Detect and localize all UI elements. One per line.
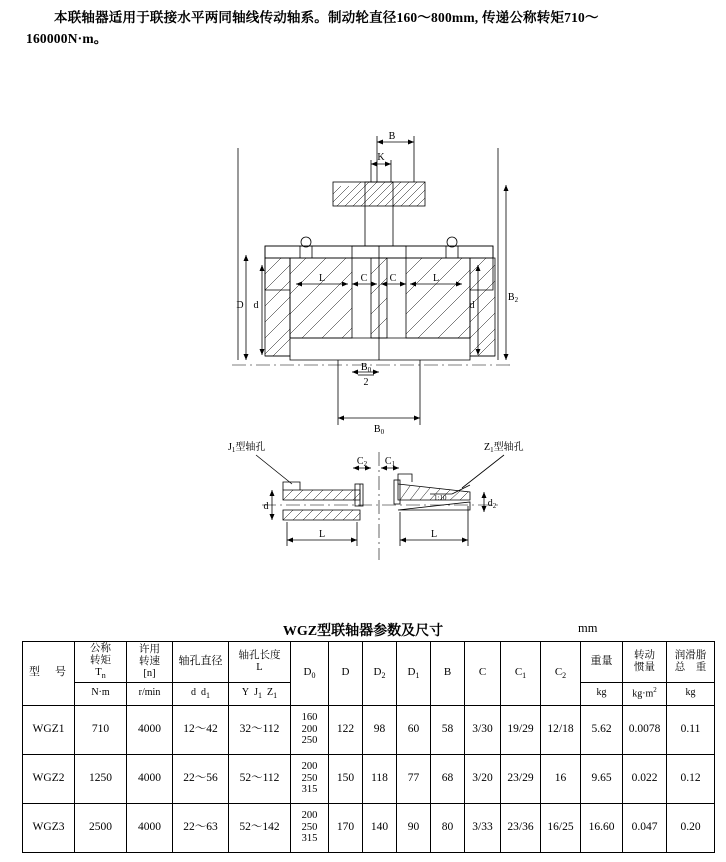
cell-grease: 0.11 (667, 705, 715, 754)
cell-D0: 160 200 250 (291, 705, 329, 754)
label-c1: $C_1$ (384, 456, 396, 468)
table-row (23, 754, 715, 803)
cell-D: 150 (329, 754, 363, 803)
cell-speed: 4000 (127, 803, 173, 852)
header-C: C (465, 642, 501, 706)
label-b0-half-den: 2 (363, 377, 369, 388)
cell-weight: 9.65 (581, 754, 623, 803)
cell-C: 3/33 (465, 803, 501, 852)
cell-grease: 0.12 (667, 754, 715, 803)
cell-torque: 1250 (75, 754, 127, 803)
header-B: B (431, 642, 465, 706)
header-bore-diameter-sub: d $d_1$ (173, 682, 229, 705)
coupling-technical-drawing (0, 60, 726, 610)
cell-B: 68 (431, 754, 465, 803)
label-d0-left: d (253, 300, 259, 311)
cell-C2: 16 (541, 754, 581, 803)
header-C1: $C_1$ (501, 642, 541, 706)
label-k: K (377, 152, 385, 163)
cell-C2: 12/18 (541, 705, 581, 754)
cell-D: 122 (329, 705, 363, 754)
header-grease: 润滑脂 总 重 (667, 642, 715, 683)
label-l-lower-left: L (318, 529, 326, 540)
label-d-left: D (236, 300, 244, 311)
header-torque: 公称 转矩 $T_n$ (75, 642, 127, 683)
label-d-lower-left: d (263, 501, 269, 512)
label-c-left: C (360, 273, 368, 284)
cell-D: 170 (329, 803, 363, 852)
header-inertia: 转动 惯量 (623, 642, 667, 683)
label-l-right: L (432, 273, 440, 284)
parameters-table-wrapper (22, 641, 707, 853)
header-model: 型 号 (23, 642, 75, 706)
cell-C1: 23/29 (501, 754, 541, 803)
cell-D0: 200 250 315 (291, 803, 329, 852)
header-D: D (329, 642, 363, 706)
cell-D1: 60 (397, 705, 431, 754)
cell-D2: 98 (363, 705, 397, 754)
label-l-left: L (318, 273, 326, 284)
cell-D1: 90 (397, 803, 431, 852)
cell-speed: 4000 (127, 705, 173, 754)
header-weight: 重量 (581, 642, 623, 683)
cell-C: 3/20 (465, 754, 501, 803)
label-taper: 1:10 (434, 494, 447, 502)
label-b0-half-num: $B_0$ (360, 362, 372, 374)
intro-line-2: 160000N·m。 (26, 30, 108, 46)
cell-inertia: 0.047 (623, 803, 667, 852)
label-b0-bottom: $B_0$ (373, 424, 385, 436)
cell-speed: 4000 (127, 754, 173, 803)
cell-C1: 19/29 (501, 705, 541, 754)
label-c2: $C_2$ (356, 456, 368, 468)
header-D2: $D_2$ (363, 642, 397, 706)
header-C2: $C_2$ (541, 642, 581, 706)
label-d2-lower-right: $d_2$ (487, 498, 497, 510)
label-c-right: C (389, 273, 397, 284)
cell-torque: 2500 (75, 803, 127, 852)
label-l-lower-right: L (430, 529, 438, 540)
cell-bore-length: 52～142 (229, 803, 291, 852)
cell-inertia: 0.022 (623, 754, 667, 803)
table-caption: WGZ型联轴器参数及尺寸 (282, 624, 444, 639)
label-b-top: B (388, 131, 396, 142)
cell-model: WGZ1 (23, 705, 75, 754)
header-grease-unit: kg (667, 682, 715, 705)
header-bore-length-sub: Y $J_1$ $Z_1$ (229, 682, 291, 705)
cell-bore-diameter: 22～56 (173, 754, 229, 803)
cell-bore-diameter: 22～63 (173, 803, 229, 852)
cell-D2: 118 (363, 754, 397, 803)
intro-line-1: 本联轴器适用于联接水平两同轴线传动轴系。制动轮直径160～800mm, 传递公称转矩710～ (54, 10, 599, 25)
cell-weight: 5.62 (581, 705, 623, 754)
cell-D0: 200 250 315 (291, 754, 329, 803)
cell-model: WGZ2 (23, 754, 75, 803)
header-bore-diameter: 轴孔直径 (173, 642, 229, 683)
header-speed-unit: r/min (127, 682, 173, 705)
cell-bore-length: 32～112 (229, 705, 291, 754)
cell-C1: 23/36 (501, 803, 541, 852)
header-D1: $D_1$ (397, 642, 431, 706)
table-row (23, 803, 715, 852)
parameters-table (22, 641, 715, 853)
header-torque-unit: N·m (75, 682, 127, 705)
cell-C2: 16/25 (541, 803, 581, 852)
table-body (23, 705, 715, 852)
table-unit-label: mm (578, 621, 598, 635)
table-header-row-1 (23, 642, 715, 683)
cell-bore-length: 52～112 (229, 754, 291, 803)
label-b2-right: $B_2$ (507, 292, 519, 304)
label-d-right: d (469, 300, 475, 311)
cell-torque: 710 (75, 705, 127, 754)
header-weight-unit: kg (581, 682, 623, 705)
intro-paragraph (26, 8, 702, 50)
header-inertia-unit: $kg\cdot m^2$ (623, 682, 667, 705)
header-D0: $D_0$ (291, 642, 329, 706)
cell-D2: 140 (363, 803, 397, 852)
cell-inertia: 0.0078 (623, 705, 667, 754)
table-row (23, 705, 715, 754)
header-speed: 许用 转速 [n] (127, 642, 173, 683)
label-z1-bore: $Z_1$型轴孔 (484, 442, 524, 454)
header-bore-length: 轴孔长度 L (229, 642, 291, 683)
cell-B: 58 (431, 705, 465, 754)
cell-bore-diameter: 12～42 (173, 705, 229, 754)
cell-B: 80 (431, 803, 465, 852)
cell-weight: 16.60 (581, 803, 623, 852)
cell-C: 3/30 (465, 705, 501, 754)
cell-grease: 0.20 (667, 803, 715, 852)
cell-model: WGZ3 (23, 803, 75, 852)
cell-D1: 77 (397, 754, 431, 803)
label-j1-bore: $J_1$型轴孔 (228, 442, 266, 454)
